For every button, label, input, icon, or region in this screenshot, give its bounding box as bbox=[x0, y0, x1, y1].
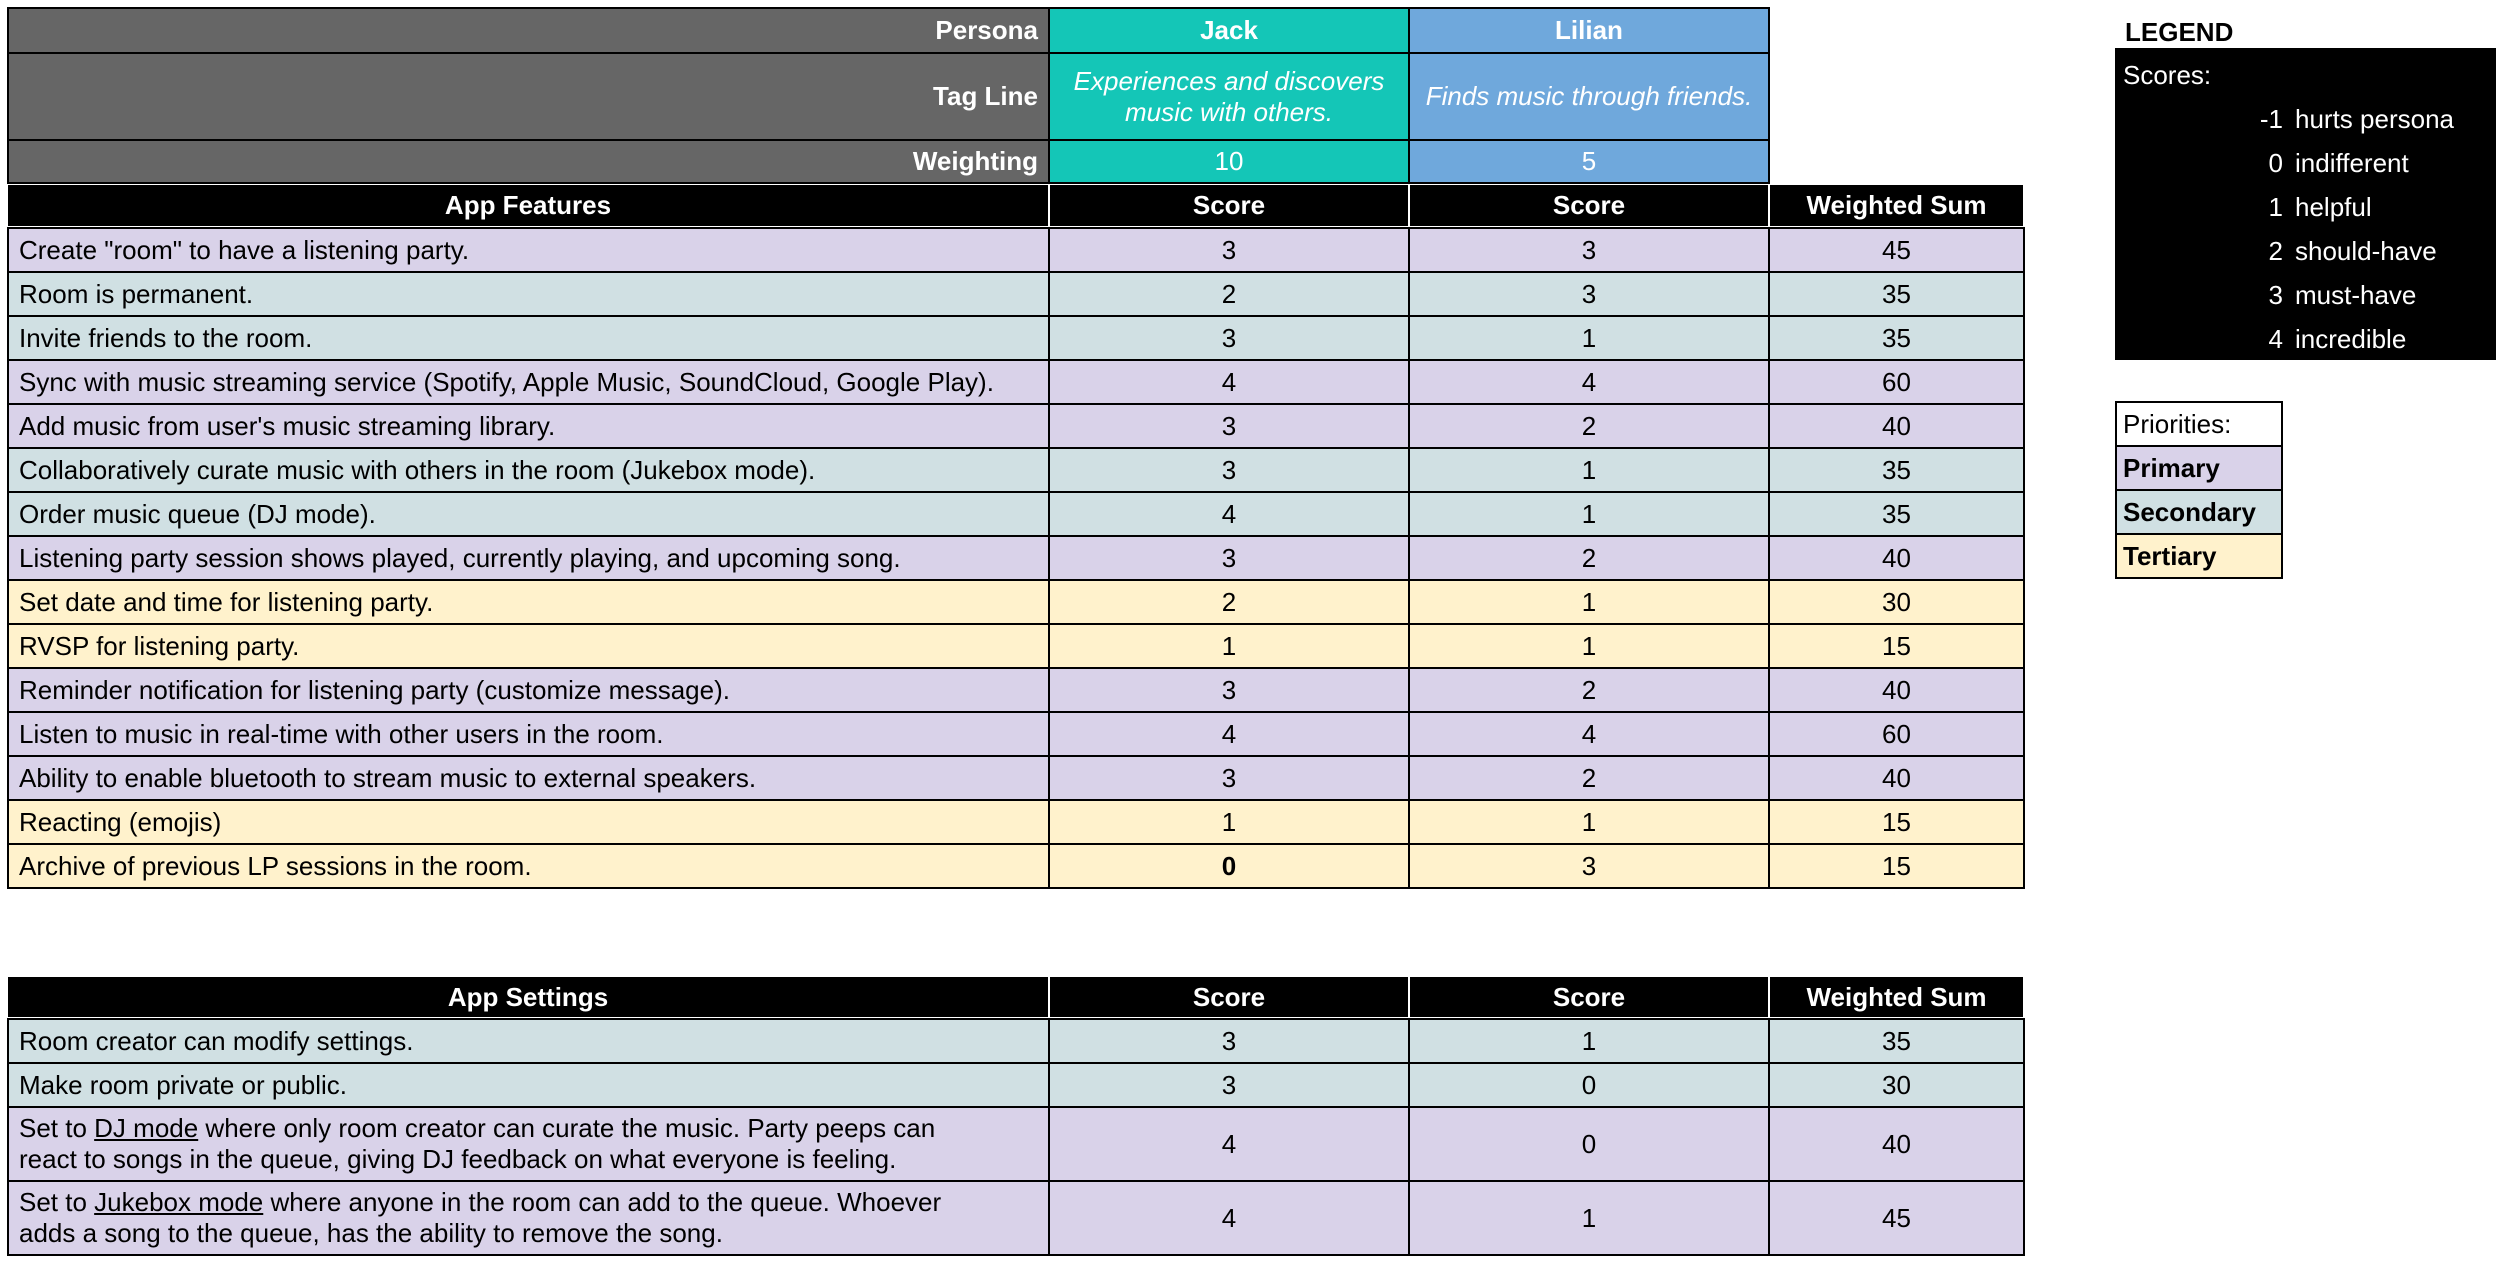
features-header-score-jack: Score bbox=[1049, 184, 1409, 227]
feature-row-sum: 60 bbox=[1768, 711, 2025, 757]
feature-row-sum: 15 bbox=[1768, 843, 2025, 889]
setting-row-label bbox=[7, 1106, 1050, 1182]
setting-row-desc-1: where only room creator can curate the music. Party peeps can bbox=[198, 1113, 936, 1143]
feature-row-sum: 60 bbox=[1768, 359, 2025, 405]
feature-row-lilian: 1 bbox=[1408, 491, 1770, 537]
feature-row-lilian: 2 bbox=[1408, 755, 1770, 801]
setting-row-prefix: Set to bbox=[19, 1187, 95, 1217]
setting-row-line-1 bbox=[19, 1113, 1048, 1144]
feature-row-label: Set date and time for listening party. bbox=[7, 579, 1050, 625]
feature-row-jack: 4 bbox=[1048, 359, 1410, 405]
legend-scores-label: Scores: bbox=[2123, 60, 2212, 90]
feature-row-jack: 0 bbox=[1048, 843, 1410, 889]
feature-row-label: Reacting (emojis) bbox=[7, 799, 1050, 845]
feature-row-sum: 40 bbox=[1768, 403, 2025, 449]
setting-row-line-2: react to songs in the queue, giving DJ feedback on what everyone is feeling. bbox=[19, 1144, 897, 1174]
feature-row-sum: 35 bbox=[1768, 491, 2025, 537]
persona-lilian-name: Lilian bbox=[1408, 7, 1770, 54]
features-header-weighted-sum: Weighted Sum bbox=[1769, 184, 2024, 227]
setting-row-label: Room creator can modify settings. bbox=[7, 1018, 1050, 1064]
setting-row-label: Make room private or public. bbox=[7, 1062, 1050, 1108]
feature-row-lilian: 2 bbox=[1408, 403, 1770, 449]
feature-row-jack: 3 bbox=[1048, 315, 1410, 361]
feature-row-jack: 3 bbox=[1048, 535, 1410, 581]
feature-row-sum: 40 bbox=[1768, 535, 2025, 581]
feature-row-jack: 4 bbox=[1048, 711, 1410, 757]
feature-row-label: Order music queue (DJ mode). bbox=[7, 491, 1050, 537]
legend-score-value: -1 bbox=[2259, 104, 2283, 134]
setting-row-line-1 bbox=[19, 1187, 1048, 1218]
feature-row-lilian: 1 bbox=[1408, 447, 1770, 493]
feature-row-sum: 35 bbox=[1768, 447, 2025, 493]
legend-score-label: helpful bbox=[2295, 192, 2372, 222]
setting-row-sum: 35 bbox=[1768, 1018, 2025, 1064]
setting-row-sum: 30 bbox=[1768, 1062, 2025, 1108]
feature-row-lilian: 1 bbox=[1408, 799, 1770, 845]
feature-row-jack: 1 bbox=[1048, 799, 1410, 845]
feature-row-jack: 3 bbox=[1048, 447, 1410, 493]
setting-row-lilian: 1 bbox=[1408, 1180, 1770, 1256]
setting-row-lilian: 1 bbox=[1408, 1018, 1770, 1064]
setting-row-line-2: adds a song to the queue, has the ability to remove the song. bbox=[19, 1218, 723, 1248]
features-header-title: App Features bbox=[7, 184, 1049, 227]
feature-row-label: Listening party session shows played, currently playing, and upcoming song. bbox=[7, 535, 1050, 581]
setting-row-lilian: 0 bbox=[1408, 1106, 1770, 1182]
feature-row-jack: 3 bbox=[1048, 755, 1410, 801]
legend-score-value: 4 bbox=[2268, 324, 2283, 354]
feature-row-sum: 45 bbox=[1768, 227, 2025, 273]
feature-row-label: Collaboratively curate music with others in the room (Jukebox mode). bbox=[7, 447, 1050, 493]
feature-row-lilian: 3 bbox=[1408, 843, 1770, 889]
feature-row-sum: 30 bbox=[1768, 579, 2025, 625]
legend-score-label: must-have bbox=[2295, 280, 2417, 310]
legend-score-value: 1 bbox=[2268, 192, 2283, 222]
setting-row-jack: 4 bbox=[1048, 1106, 1410, 1182]
setting-row-desc-1: where anyone in the room can add to the queue. Whoever bbox=[263, 1187, 942, 1217]
legend-score-label: incredible bbox=[2295, 324, 2407, 354]
settings-header-score-lilian: Score bbox=[1409, 976, 1769, 1018]
legend-scores-box bbox=[2115, 48, 2496, 360]
feature-row-label: Ability to enable bluetooth to stream music to external speakers. bbox=[7, 755, 1050, 801]
feature-row-lilian: 3 bbox=[1408, 227, 1770, 273]
feature-row-jack: 3 bbox=[1048, 227, 1410, 273]
feature-row-lilian: 4 bbox=[1408, 359, 1770, 405]
legend-score-label: should-have bbox=[2295, 236, 2437, 266]
features-header-score-lilian: Score bbox=[1409, 184, 1769, 227]
tagline-label: Tag Line bbox=[7, 52, 1050, 141]
persona-label: Persona bbox=[7, 7, 1050, 54]
legend-priority-primary: Primary bbox=[2115, 445, 2283, 491]
feature-row-label: Sync with music streaming service (Spotify, Apple Music, SoundCloud, Google Play). bbox=[7, 359, 1050, 405]
setting-row-lilian: 0 bbox=[1408, 1062, 1770, 1108]
setting-mode-link: Jukebox mode bbox=[94, 1187, 264, 1217]
setting-row-sum: 45 bbox=[1768, 1180, 2025, 1256]
setting-mode-link: DJ mode bbox=[94, 1113, 199, 1143]
setting-row-jack: 3 bbox=[1048, 1018, 1410, 1064]
feature-row-jack: 4 bbox=[1048, 491, 1410, 537]
persona-lilian-weight: 5 bbox=[1408, 139, 1770, 184]
setting-row-jack: 3 bbox=[1048, 1062, 1410, 1108]
legend-score-label: hurts persona bbox=[2295, 104, 2454, 134]
feature-row-label: Listen to music in real-time with other users in the room. bbox=[7, 711, 1050, 757]
setting-row-jack: 4 bbox=[1048, 1180, 1410, 1256]
setting-row-prefix: Set to bbox=[19, 1113, 95, 1143]
feature-row-jack: 3 bbox=[1048, 403, 1410, 449]
feature-row-lilian: 3 bbox=[1408, 271, 1770, 317]
legend-title: LEGEND bbox=[2125, 17, 2234, 47]
feature-row-lilian: 2 bbox=[1408, 667, 1770, 713]
feature-row-label: Invite friends to the room. bbox=[7, 315, 1050, 361]
feature-row-label: RVSP for listening party. bbox=[7, 623, 1050, 669]
feature-row-jack: 1 bbox=[1048, 623, 1410, 669]
feature-row-lilian: 4 bbox=[1408, 711, 1770, 757]
legend-score-value: 0 bbox=[2268, 148, 2283, 178]
feature-row-sum: 40 bbox=[1768, 755, 2025, 801]
feature-row-sum: 15 bbox=[1768, 623, 2025, 669]
feature-row-label: Room is permanent. bbox=[7, 271, 1050, 317]
weighting-label: Weighting bbox=[7, 139, 1050, 184]
feature-row-sum: 15 bbox=[1768, 799, 2025, 845]
settings-header-score-jack: Score bbox=[1049, 976, 1409, 1018]
legend-score-value: 2 bbox=[2268, 236, 2283, 266]
feature-row-sum: 35 bbox=[1768, 315, 2025, 361]
feature-row-jack: 3 bbox=[1048, 667, 1410, 713]
feature-row-lilian: 1 bbox=[1408, 623, 1770, 669]
feature-row-lilian: 2 bbox=[1408, 535, 1770, 581]
feature-row-sum: 40 bbox=[1768, 667, 2025, 713]
feature-row-sum: 35 bbox=[1768, 271, 2025, 317]
settings-header-weighted-sum: Weighted Sum bbox=[1769, 976, 2024, 1018]
feature-row-label: Create "room" to have a listening party. bbox=[7, 227, 1050, 273]
feature-row-lilian: 1 bbox=[1408, 315, 1770, 361]
feature-row-jack: 2 bbox=[1048, 271, 1410, 317]
legend-priorities-label: Priorities: bbox=[2115, 401, 2283, 447]
feature-row-lilian: 1 bbox=[1408, 579, 1770, 625]
setting-row-sum: 40 bbox=[1768, 1106, 2025, 1182]
feature-row-jack: 2 bbox=[1048, 579, 1410, 625]
legend-priority-tertiary: Tertiary bbox=[2115, 533, 2283, 579]
persona-jack-name: Jack bbox=[1048, 7, 1410, 54]
persona-lilian-tagline: Finds music through friends. bbox=[1408, 52, 1770, 141]
legend-score-value: 3 bbox=[2268, 280, 2283, 310]
feature-row-label: Add music from user's music streaming library. bbox=[7, 403, 1050, 449]
persona-jack-weight: 10 bbox=[1048, 139, 1410, 184]
feature-row-label: Archive of previous LP sessions in the room. bbox=[7, 843, 1050, 889]
legend-priority-secondary: Secondary bbox=[2115, 489, 2283, 535]
settings-header-title: App Settings bbox=[7, 976, 1049, 1018]
setting-row-label bbox=[7, 1180, 1050, 1256]
persona-jack-tagline: Experiences and discovers music with others. bbox=[1048, 52, 1410, 141]
feature-row-label: Reminder notification for listening party (customize message). bbox=[7, 667, 1050, 713]
legend-score-label: indifferent bbox=[2295, 148, 2409, 178]
